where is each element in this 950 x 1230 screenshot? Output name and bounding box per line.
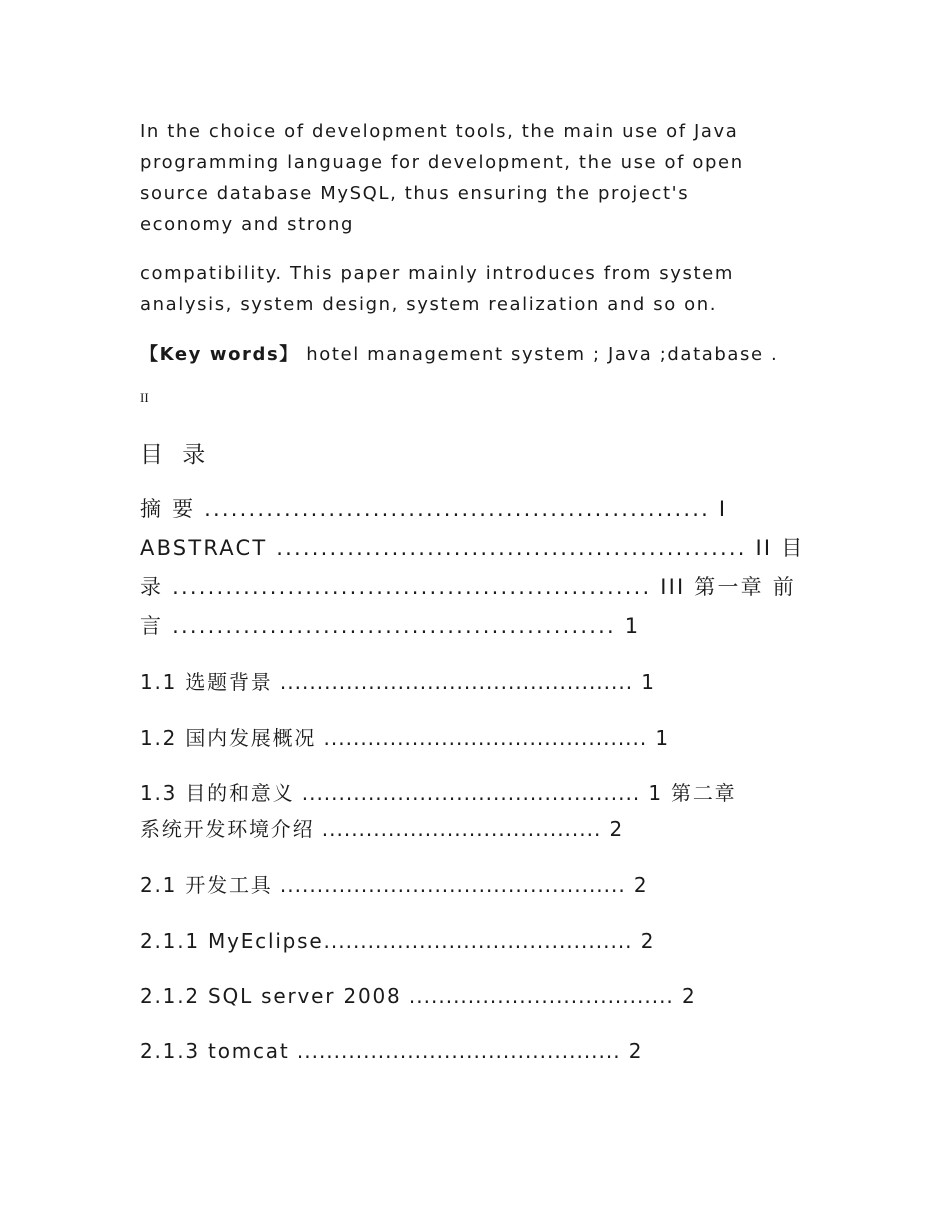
text-line: In the choice of development tools, the main use of Java: [140, 121, 739, 142]
toc-entry-dots: ....................................: [401, 984, 674, 1008]
keywords-label: 【Key words】: [140, 344, 299, 365]
toc-block: [140, 490, 810, 646]
toc-entry-dots: ............................................: [289, 1039, 621, 1063]
page-number: II: [140, 390, 149, 405]
toc-entry-dots: ..........................................: [323, 929, 633, 953]
toc-entry: [140, 871, 648, 899]
toc-entry-dots: ......................................: [314, 817, 602, 841]
toc-entry: [140, 982, 696, 1010]
toc-entry-page: 1: [647, 726, 670, 750]
toc-entry-label: 2.1 开发工具: [140, 873, 273, 897]
toc-entry-page: 1: [633, 670, 656, 694]
toc-entry: [140, 668, 656, 696]
toc-entry-page: 2: [601, 817, 625, 841]
toc-entry-page: 2: [620, 1039, 644, 1063]
toc-entry-dots: ..............................................: [294, 781, 641, 805]
toc-entry-dots: ...............................................: [272, 873, 626, 897]
text-line: economy and strong: [140, 214, 354, 235]
text-line: source database MySQL, thus ensuring the project's: [140, 183, 690, 204]
toc-entry-page: 2: [625, 873, 649, 897]
toc-entry: [140, 779, 736, 807]
toc-entry-label: 2.1.2 SQL server 2008: [140, 984, 402, 1008]
toc-entry-label: 1.3 目的和意义: [140, 781, 295, 805]
toc-entry: [140, 927, 655, 955]
toc-entry-dots: ................................................: [272, 670, 634, 694]
toc-line: ABSTRACT ..................................................... II 目: [140, 536, 805, 560]
toc-title: 目 录: [140, 442, 212, 468]
toc-entry-label: 系统开发环境介绍: [140, 817, 315, 841]
toc-entry-label: 1.1 选题背景: [140, 670, 273, 694]
keywords-line: [140, 339, 810, 370]
toc-entry-page: 2: [673, 984, 697, 1008]
toc-line: 言 .................................................. 1: [140, 614, 641, 638]
toc-line: 摘 要 ......................................................... I: [140, 497, 728, 521]
abstract-paragraph-2: [140, 258, 810, 320]
text-line: programming language for development, the use of open: [140, 152, 744, 173]
toc-entry-label: 2.1.3 tomcat: [140, 1039, 290, 1063]
toc-entry: [140, 815, 624, 843]
keywords-text: hotel management system ; Java ;database .: [298, 344, 779, 365]
toc-entry-dots: ............................................: [316, 726, 648, 750]
toc-entry-label: 2.1.1 MyEclipse: [140, 929, 324, 953]
toc-entry: [140, 1037, 643, 1065]
toc-line: 录 ...................................................... III 第一章 前: [140, 575, 796, 599]
toc-entry: [140, 724, 670, 752]
keywords: [140, 339, 810, 370]
toc-entry-label: 1.2 国内发展概况: [140, 726, 317, 750]
toc-entry-page: 1 第二章: [640, 781, 737, 805]
toc-entry-page: 2: [632, 929, 656, 953]
abstract-paragraph-1: [140, 116, 810, 240]
text-line: compatibility. This paper mainly introduces from system: [140, 263, 734, 284]
text-line: analysis, system design, system realization and so on.: [140, 294, 718, 315]
